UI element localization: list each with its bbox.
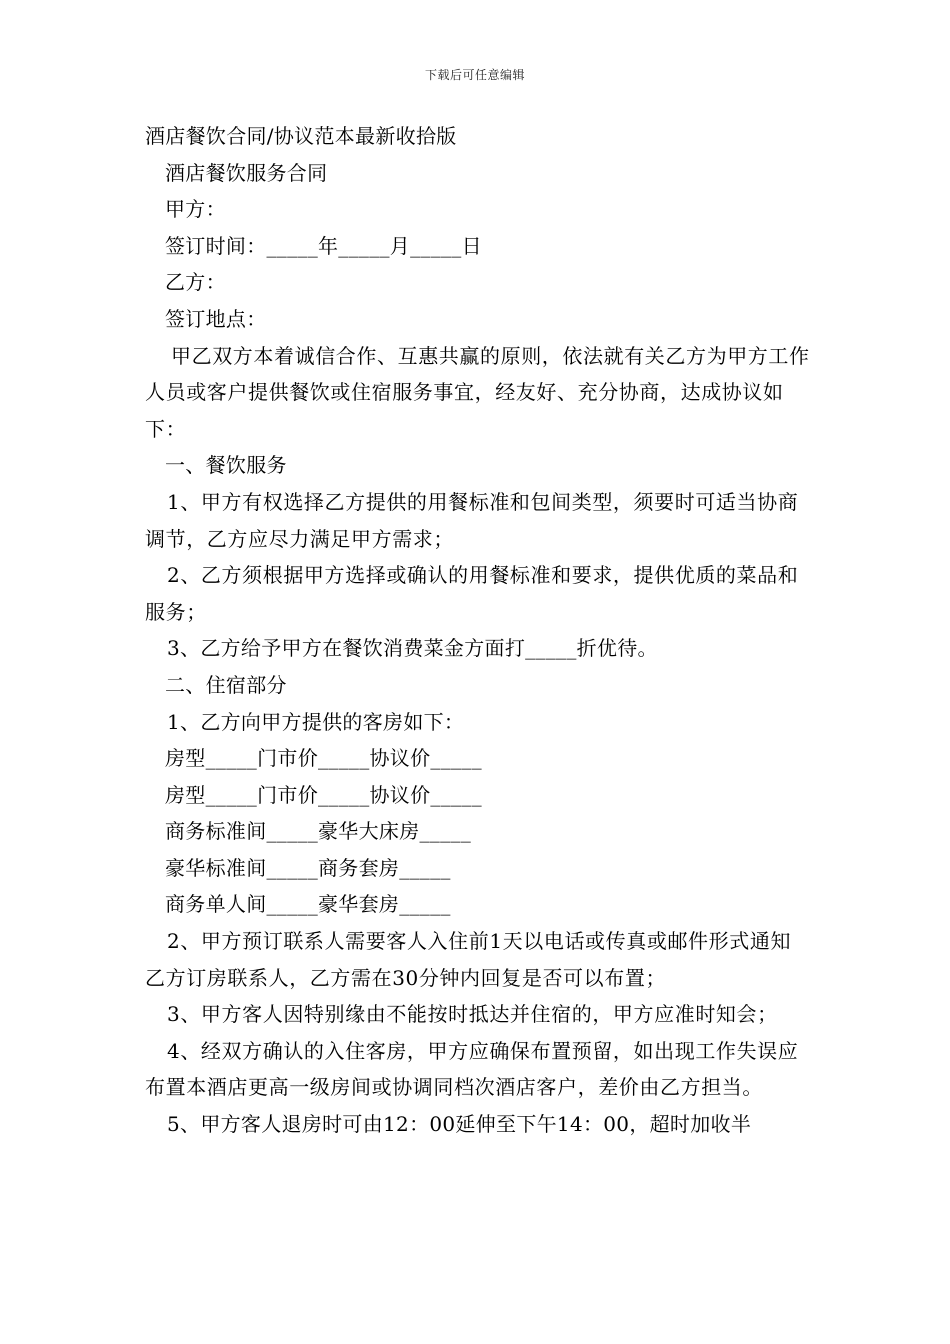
sign-date-line: 签订时间：_____年_____月_____日: [165, 233, 482, 258]
section-1-item-2-text: 2、乙方须根据甲方选择或确认的用餐标准和要求，提供优质的菜品和服务；: [145, 563, 799, 624]
party-b-line: 乙方：: [165, 270, 226, 295]
room-line-4: 豪华标准间_____商务套房_____: [165, 855, 451, 880]
room-line-1: 房型_____门市价_____协议价_____: [165, 746, 482, 771]
section-2-item-1: 1、乙方向甲方提供的客房如下：: [167, 709, 465, 734]
room-line-2: 房型_____门市价_____协议价_____: [165, 782, 482, 807]
intro-paragraph: [145, 338, 810, 448]
page-header: 下载后可任意编辑: [424, 68, 525, 82]
section-1-item-2: [145, 557, 810, 630]
document-body: [145, 118, 810, 1143]
room-line-3: 商务标准间_____豪华大床房_____: [165, 819, 471, 844]
section-2-item-2-text: 2、甲方预订联系人需要客人入住前1天以电话或传真或邮件形式通知乙方订房联系人，乙方需在30分钟内回复是否可以布置；: [145, 929, 792, 990]
section-2-item-3-text: 3、甲方客人因特别缘由不能按时抵达并住宿的，甲方应准时知会；: [167, 1002, 778, 1027]
section-2-item-2: [145, 923, 810, 996]
document-title: 酒店餐饮合同/协议范本最新收拾版: [145, 124, 457, 148]
section-1-item-1: [145, 484, 810, 557]
section-1-title: 一、餐饮服务: [165, 453, 287, 478]
section-2-item-4: [145, 1033, 810, 1106]
section-2-item-4-text: 4、经双方确认的入住客房，甲方应确保布置预留，如出现工作失误应布置本酒店更高一级房间或协调同档次酒店客户，差价由乙方担当。: [145, 1038, 799, 1100]
intro-text: 甲乙双方本着诚信合作、互惠共赢的原则，依法就有关乙方为甲方工作人员或客户提供餐饮或住宿服务事宜，经友好、充分协商，达成协议如下：: [145, 343, 810, 441]
section-1-item-3: 3、乙方给予甲方在餐饮消费菜金方面打_____折优待。: [167, 636, 658, 661]
contract-subtitle: 酒店餐饮服务合同: [165, 160, 328, 185]
sign-place-line: 签订地点：: [165, 306, 267, 331]
section-2-item-5: 5、甲方客人退房时可由12：00延伸至下午14：00，超时加收半: [167, 1112, 752, 1137]
party-a-line: 甲方：: [165, 197, 226, 222]
section-2-item-3: [145, 996, 810, 1033]
section-2-title: 二、住宿部分: [165, 672, 287, 697]
section-1-item-1-text: 1、甲方有权选择乙方提供的用餐标准和包间类型，须要时可适当协商调节，乙方应尽力满足甲方需求；: [145, 489, 799, 551]
room-line-5: 商务单人间_____豪华套房_____: [165, 892, 451, 917]
